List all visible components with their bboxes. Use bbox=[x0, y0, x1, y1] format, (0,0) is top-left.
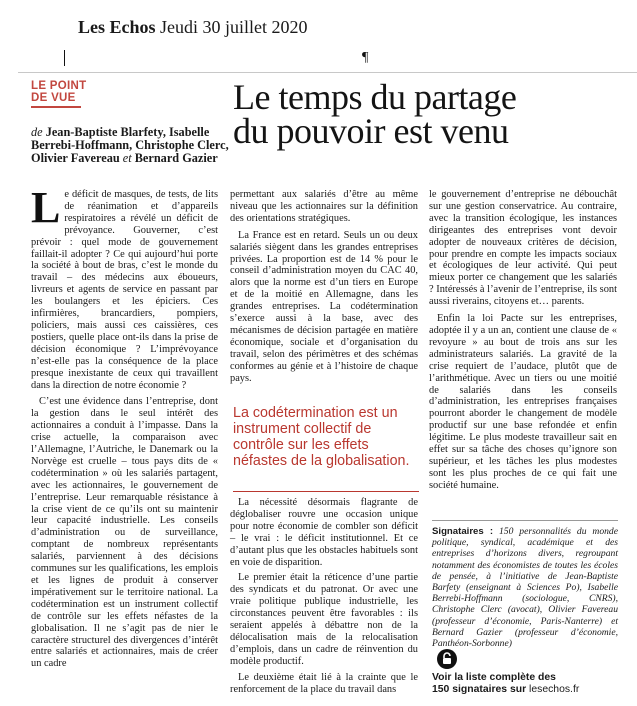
headline-line-2: du pouvoir est venu bbox=[233, 111, 509, 151]
pull-quote-rule bbox=[233, 491, 419, 492]
web-link-line-1: Voir la liste complète des bbox=[432, 672, 556, 683]
article-column-3 bbox=[429, 189, 617, 497]
article-headline bbox=[233, 77, 633, 151]
paragraph-mark-icon: ¶ bbox=[362, 50, 369, 65]
masthead bbox=[78, 17, 308, 38]
signatories-note bbox=[432, 526, 618, 649]
signatures-rule bbox=[432, 520, 618, 521]
section-kicker bbox=[31, 80, 111, 104]
paragraph-1-text: e déficit de masques, de tests, de lits de réanimation et d’appareils respiratoires a révélé un déficit de prévoyance. Gouverner, c’est prévoir : quel mode de gouvernement faillait-il adopter ? Ce qui aujourd’hui porte la société à bout de bras, c’est le monde du travail – des médecins aux éboueurs, livreurs et agents de service en passant par les boulangers et les épiciers. Ces infirmières, brancardiers, pompiers, policiers, mais aussi ces caissières, ces postiers, quelle place ont-ils dans la prise de décision économique ? L’imprévoyance n’est-elle pas la conséquence de la place presque inexistante de ceux qui travaillent dans la direction de notre économie ? bbox=[31, 189, 218, 391]
web-link-text: 150 signataires sur bbox=[432, 684, 527, 695]
website-name[interactable]: lesechos.fr bbox=[529, 684, 580, 695]
byline-authors-2: Bernard Gazier bbox=[134, 151, 218, 165]
paragraph-8: le gouvernement d’entreprise ne débouchât sur une gestion conservatrice. Au contraire, avec la transition écologique, les instances dirigeantes des entreprises vont devoir adopter de nouveaux critères de décision, pour prendre en compte les impacts sociaux et écologiques de leur activité. Qui peut mieux porter ce changement que les salariés ? Intéressés à l’avenir de l’entreprise, ils sont aussi riverains, citoyens et… parents. bbox=[429, 189, 617, 308]
paragraph-3: permettant aux salariés d’être au même niveau que les actionnaires sur la définition des orientations stratégiques. bbox=[230, 189, 418, 224]
article-column-2-continued bbox=[230, 497, 418, 700]
byline-authors-1: Jean-Baptiste Blarfety, Isabelle Berrebi-Hoffmann, Christophe Clerc, Olivier Favereau bbox=[31, 125, 229, 165]
paragraph-7: Le deuxième était lié à la crainte que le renforcement de la place du travail dans bbox=[230, 671, 418, 695]
paragraph-4: La France est en retard. Seuls un ou deux salariés siègent dans les grandes entreprises privées. La proportion est de 14 % pour le conseil d’administration moyen du CAC 40, alors que la norme est d’un tiers en Europe et de la moitié en Allemagne, dans les grandes entreprises. La codétermination s’exerce aussi à la base, avec des mécanismes de décision partagée en matière économique, sociale et d’organisation du travail, selon des périmètres et des schémas conformes au génie et à l’histoire de chaque pays. bbox=[230, 229, 418, 384]
article-column-1 bbox=[31, 183, 218, 675]
headline-line-1: Le temps du partage bbox=[233, 77, 517, 117]
pull-quote: La codétermination est un instrument collectif de contrôle sur les effets néfastes de la globalisation. bbox=[233, 405, 410, 469]
issue-date: Jeudi 30 juillet 2020 bbox=[160, 17, 308, 37]
byline-de: de bbox=[31, 125, 43, 139]
kicker-line-2: DE VUE bbox=[31, 92, 76, 104]
paragraph-1 bbox=[31, 183, 218, 391]
open-lock-icon bbox=[437, 649, 457, 669]
top-divider bbox=[18, 72, 637, 73]
newspaper-name: Les Echos bbox=[78, 17, 156, 37]
signatories-lead: Signataires : bbox=[432, 526, 494, 537]
signatories-web-link[interactable] bbox=[432, 672, 622, 696]
kicker-line-1: LE POINT bbox=[31, 80, 87, 92]
byline bbox=[31, 126, 231, 165]
byline-et: et bbox=[122, 151, 132, 165]
web-link-line-2 bbox=[432, 684, 622, 696]
paragraph-5: La nécessité désormais flagrante de déglobaliser rouvre une occasion unique pour notre économie de combler son déficit – le vrai : le déficit institutionnel. Et ce d’autant plus que les obstacles habituels sont en voie de disparition. bbox=[230, 497, 418, 568]
text-cursor bbox=[64, 50, 65, 66]
paragraph-2: C’est une évidence dans l’entreprise, dont la gestion dans le seul intérêt des actionnaires a conduit à l’impasse. Dans la crise actuelle, la comparaison avec l’Allemagne, l’Autriche, le Danemark ou la Norvège est cruelle – tous pays dits de « codétermination » où les salariés partagent, avec les actionnaires, le gouvernement de l’entreprise. Leur remarquable résistance à la crise vient de ce qu’ils ont su maintenir leur capacité industrielle. Les conseils d’administration ou de surveillance, comptant de nombreux représentants salariés, parviennent à des décisions communes sur les qualifications, les emplois et les lignes de produit à conserver impérativement sur le territoire national. La codétermination est un instrument collectif de contrôle sur les effets néfastes de la globalisation. Il ne s’agit pas de nier le caractère structurel des divergences d’intérêt entre salariés et actionnaires, mais de créer un cadre bbox=[31, 396, 218, 670]
kicker-underline bbox=[31, 106, 81, 108]
drop-cap: L bbox=[31, 183, 61, 232]
paragraph-9: Enfin la loi Pacte sur les entreprises, adoptée il y a un an, contient une clause de « revoyure » au bout de trois ans sur les administrateurs salariés. La gravité de la crise requiert de l’audace, plutôt que de l’arithmétique. Avec un tiers ou une moitié de salariés dans les conseils d’administration, les entreprises françaises pourront aborder le changement de modèle productif sur une base refondée et enfin légitime. Le plus modeste travailleur sait en effet sur sa tâche des choses qu’ignore son supérieur, et les tâches les plus modestes sont les plus proches de ce qui fait une société humaine. bbox=[429, 313, 617, 491]
article-column-2 bbox=[230, 189, 418, 390]
signatories-text: 150 personnalités du monde politique, syndical, académique et des entreprises d’horizons divers, regroupant notamment des économistes de toutes les écoles de pensée, à l’initiative de Jean-Baptiste Barfety (enseignant à Sciences Po), Isabelle Berrebi-Hoffmann (sociologue, CNRS), Christophe Clerc (avocat), Olivier Favereau (professeur d’économie, Paris-Nanterre) et Bernard Gazier (professeur d’économie, Panthéon-Sorbonne) bbox=[432, 526, 618, 650]
paragraph-6: Le premier était la réticence d’une partie des syndicats et du patronat. Or avec une vraie politique publique industrielle, les circonstances peuvent être favorables : ils seraient appelés à débattre non de la délocalisation mais de la relocalisation d’emplois, dans un cadre de réinvention du modèle productif. bbox=[230, 572, 418, 667]
